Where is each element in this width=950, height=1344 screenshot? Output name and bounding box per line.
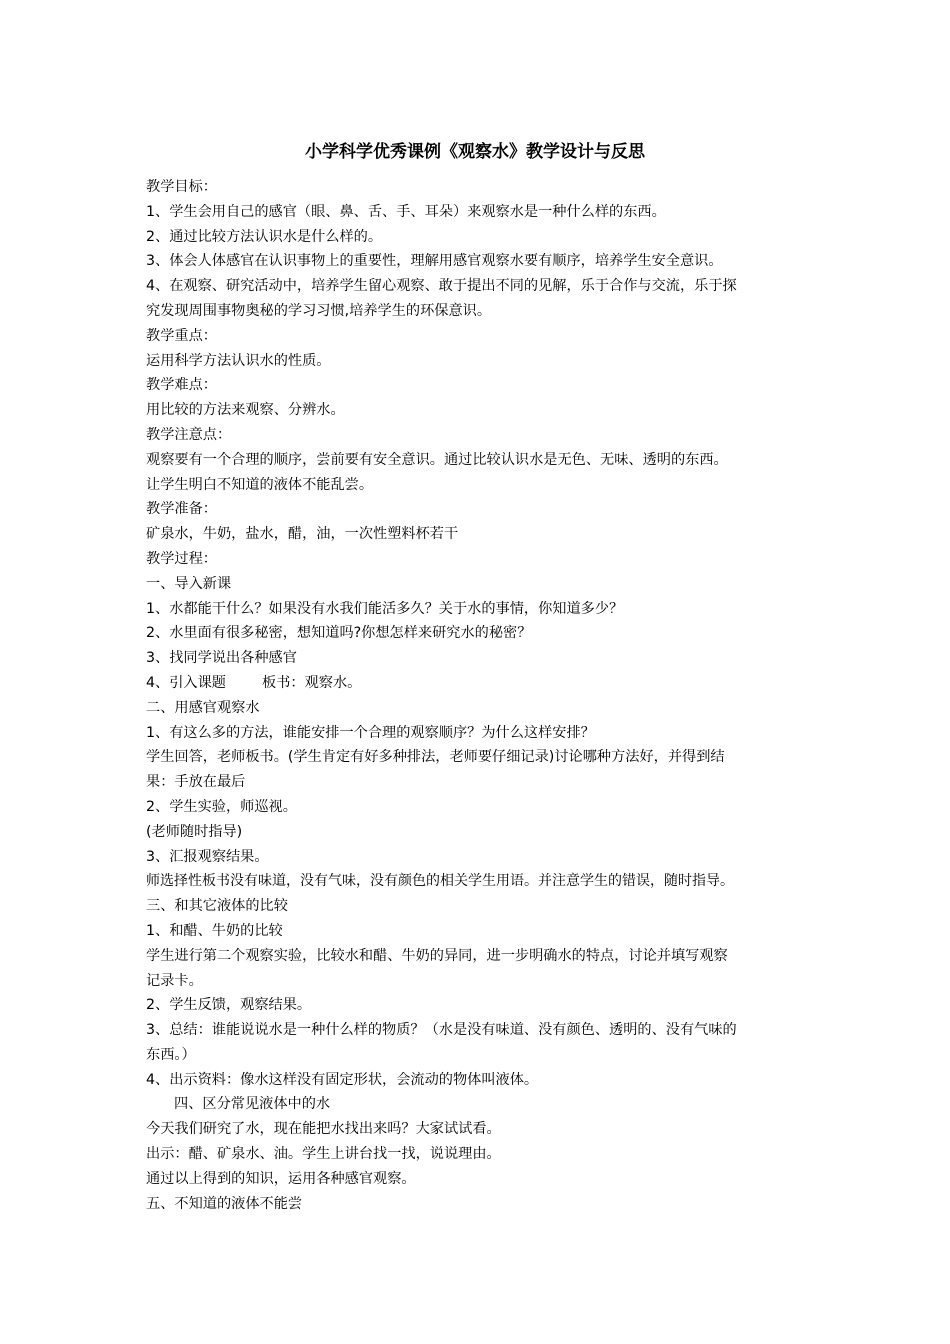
paragraph-line: 果：手放在最后: [146, 774, 246, 791]
paragraph-line: 运用科学方法认识水的性质。: [146, 352, 331, 369]
paragraph-line: 2、学生实验，师巡视。: [146, 798, 297, 815]
paragraph-line: 通过以上得到的知识，运用各种感官观察。: [146, 1170, 416, 1187]
paragraph-line: 东西。）: [146, 1046, 196, 1063]
paragraph-line: 学生进行第二个观察实验，比较水和醋、牛奶的异同，进一步明确水的特点，讨论并填写观察: [146, 947, 728, 964]
paragraph-line: 4、在观察、研究活动中，培养学生留心观察、敢于提出不同的见解，乐于合作与交流，乐于探: [146, 278, 737, 295]
paragraph-line: 矿泉水，牛奶，盐水，醋，油，一次性塑料杯若干: [146, 526, 459, 543]
paragraph-line: 学生回答，老师板书。(学生肯定有好多种排法，老师要仔细记录)讨论哪种方法好，并得到结: [146, 749, 725, 766]
paragraph-line: 今天我们研究了水，现在能把水找出来吗？大家试试看。: [146, 1121, 501, 1138]
paragraph-line: 1、有这么多的方法，谁能安排一个合理的观察顺序？为什么这样安排？: [146, 724, 595, 741]
paragraph-line: 教学目标：: [146, 179, 217, 195]
paragraph-line: 一、导入新课: [146, 575, 232, 592]
paragraph-line: 记录卡。: [146, 972, 203, 989]
document-body: [146, 175, 826, 1216]
paragraph-line: 3、汇报观察结果。: [146, 848, 269, 865]
paragraph-line: 二、用感官观察水: [146, 699, 260, 716]
paragraph-line: 三、和其它液体的比较: [146, 898, 288, 915]
paragraph-line: (老师随时指导): [146, 823, 243, 840]
paragraph-line: 让学生明白不知道的液体不能乱尝。: [146, 476, 374, 493]
paragraph-line: 究发现周围事物奥秘的学习习惯,培养学生的环保意识。: [146, 302, 492, 319]
paragraph-line: 1、水都能干什么？如果没有水我们能活多久？关于水的事情，你知道多少？: [146, 600, 624, 617]
paragraph-line: 4、出示资料：像水这样没有固定形状，会流动的物体叫液体。: [146, 1071, 539, 1088]
paragraph-line: 2、水里面有很多秘密，想知道吗?你想怎样来研究水的秘密？: [146, 625, 532, 642]
paragraph-line: 教学难点：: [146, 377, 217, 394]
paragraph-line: 教学重点：: [146, 327, 217, 344]
paragraph-line: 1、和醋、牛奶的比较: [146, 922, 283, 939]
paragraph-line: 用比较的方法来观察、分辨水。: [146, 402, 345, 419]
paragraph-line: 教学注意点：: [146, 426, 232, 443]
paragraph-line: 师选择性板书没有味道，没有气味，没有颜色的相关学生用语。并注意学生的错误，随时指导。: [146, 873, 734, 890]
document-title: 小学科学优秀课例《观察水》教学设计与反思: [305, 142, 645, 162]
paragraph-line: 教学准备：: [146, 501, 217, 518]
paragraph-line: 出示：醋、矿泉水、油。学生上讲台找一找，说说理由。: [146, 1146, 501, 1163]
paragraph-line: 观察要有一个合理的顺序，尝前要有安全意识。通过比较认识水是无色、无味、透明的东西。: [146, 451, 728, 468]
paragraph-line: 2、通过比较方法认识水是什么样的。: [146, 228, 383, 245]
paragraph-line: 五、不知道的液体不能尝: [146, 1195, 303, 1212]
paragraph-line: 2、学生反馈，观察结果。: [146, 997, 312, 1014]
paragraph-line: 3、体会人体感官在认识事物上的重要性，理解用感官观察水要有顺序，培养学生安全意识。: [146, 253, 723, 270]
paragraph-line: 1、学生会用自己的感官（眼、鼻、舌、手、耳朵）来观察水是一种什么样的东西。: [146, 203, 666, 220]
paragraph-line: 教学过程：: [146, 550, 217, 567]
paragraph-line: 4、引入课题 板书：观察水。: [146, 674, 362, 691]
paragraph-line: 四、区分常见液体中的水: [174, 1096, 331, 1113]
paragraph-line: 3、找同学说出各种感官: [146, 650, 297, 667]
paragraph-line: 3、总结：谁能说说水是一种什么样的物质？（水是没有味道、没有颜色、透明的、没有气味的: [146, 1022, 737, 1039]
